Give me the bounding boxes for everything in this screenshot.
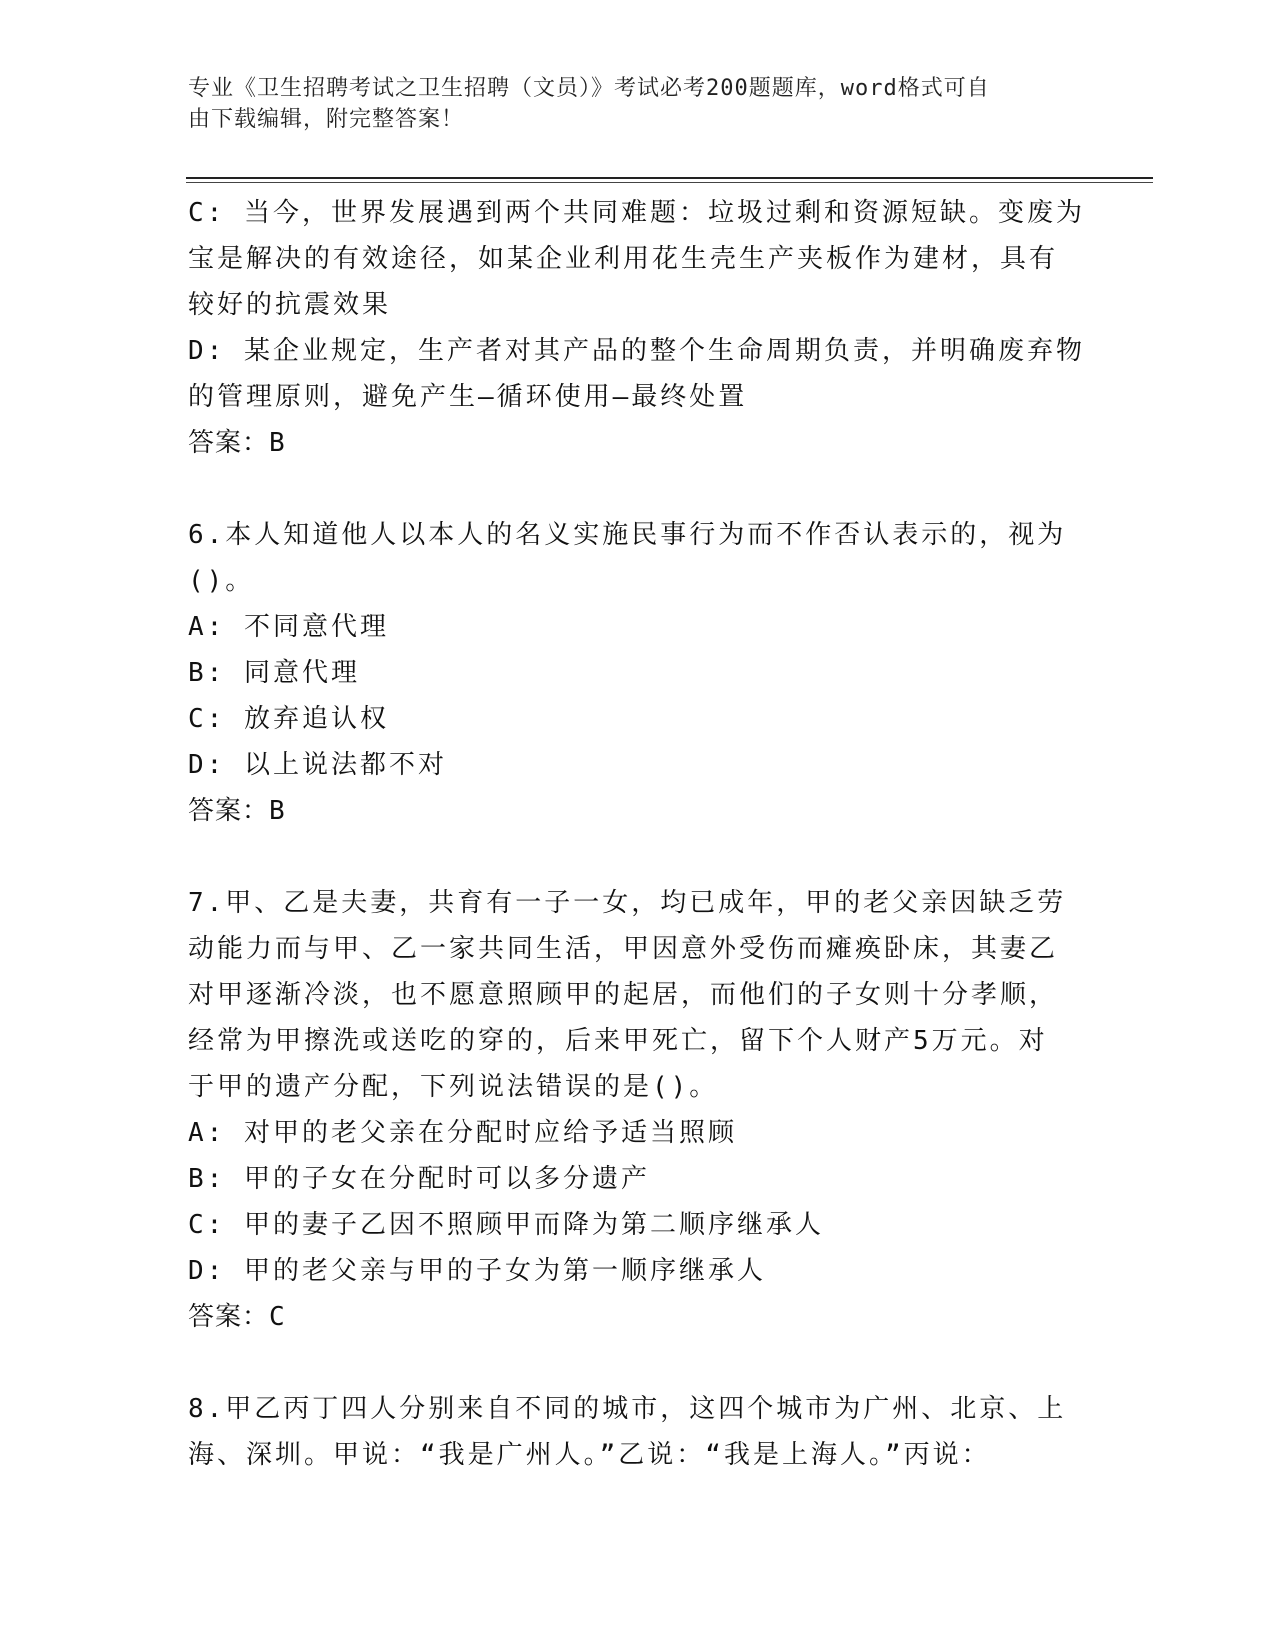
answer: 答案：B (188, 428, 286, 458)
question-stem-line-2: ()。 (188, 566, 255, 596)
answer: 答案：C (188, 1302, 286, 1332)
option-c-line-3: 较好的抗震效果 (188, 290, 392, 320)
question-7 (188, 880, 1088, 1340)
question-stem-line-3: 对甲逐渐冷淡，也不愿意照顾甲的起居，而他们的子女则十分孝顺， (188, 980, 1059, 1010)
header-line-1: 专业《卫生招聘考试之卫生招聘（文员）》考试必考200题题库，word格式可自 (188, 76, 990, 101)
option-a: A: 对甲的老父亲在分配时应给予适当照顾 (188, 1118, 737, 1148)
spacer (188, 1340, 1088, 1386)
question-content (188, 190, 1088, 1478)
question-stem-line-4: 经常为甲擦洗或送吃的穿的，后来甲死亡，留下个人财产5万元。对 (188, 1026, 1048, 1056)
question-8 (188, 1386, 1088, 1478)
question-6 (188, 512, 1088, 834)
spacer (188, 834, 1088, 880)
option-d: D: 以上说法都不对 (188, 750, 447, 780)
question-stem-line-5: 于甲的遗产分配，下列说法错误的是()。 (188, 1072, 719, 1102)
option-c-line-1: C: 当今，世界发展遇到两个共同难题：垃圾过剩和资源短缺。变废为 (188, 198, 1085, 228)
option-a: A: 不同意代理 (188, 612, 389, 642)
option-c: C: 放弃追认权 (188, 704, 389, 734)
question-stem-line-1: 8.甲乙丙丁四人分别来自不同的城市，这四个城市为广州、北京、上 (188, 1394, 1067, 1424)
spacer (188, 466, 1088, 512)
option-c-line-2: 宝是解决的有效途径，如某企业利用花生壳生产夹板作为建材，具有 (188, 244, 1059, 274)
option-c: C: 甲的妻子乙因不照顾甲而降为第二顺序继承人 (188, 1210, 824, 1240)
header-line-2: 由下载编辑，附完整答案！ (188, 107, 465, 132)
option-b: B: 同意代理 (188, 658, 360, 688)
option-d: D: 甲的老父亲与甲的子女为第一顺序继承人 (188, 1256, 766, 1286)
question-stem-line-1: 7.甲、乙是夫妻，共育有一子一女，均已成年，甲的老父亲因缺乏劳 (188, 888, 1067, 918)
question-stem-line-1: 6.本人知道他人以本人的名义实施民事行为而不作否认表示的，视为 (188, 520, 1067, 550)
question-stem-line-2: 动能力而与甲、乙一家共同生活，甲因意外受伤而瘫痪卧床，其妻乙 (188, 934, 1059, 964)
question-stem-line-2: 海、深圳。甲说：“我是广州人。”乙说：“我是上海人。”丙说： (188, 1440, 991, 1470)
question-5 (188, 190, 1088, 466)
header-rule-thin (186, 182, 1153, 183)
option-d-line-2: 的管理原则，避免产生—循环使用—最终处置 (188, 382, 748, 412)
option-d-line-1: D: 某企业规定，生产者对其产品的整个生命周期负责，并明确废弃物 (188, 336, 1085, 366)
document-header (188, 73, 1088, 135)
option-b: B: 甲的子女在分配时可以多分遗产 (188, 1164, 650, 1194)
header-rule-thick (186, 177, 1153, 179)
answer: 答案：B (188, 796, 286, 826)
